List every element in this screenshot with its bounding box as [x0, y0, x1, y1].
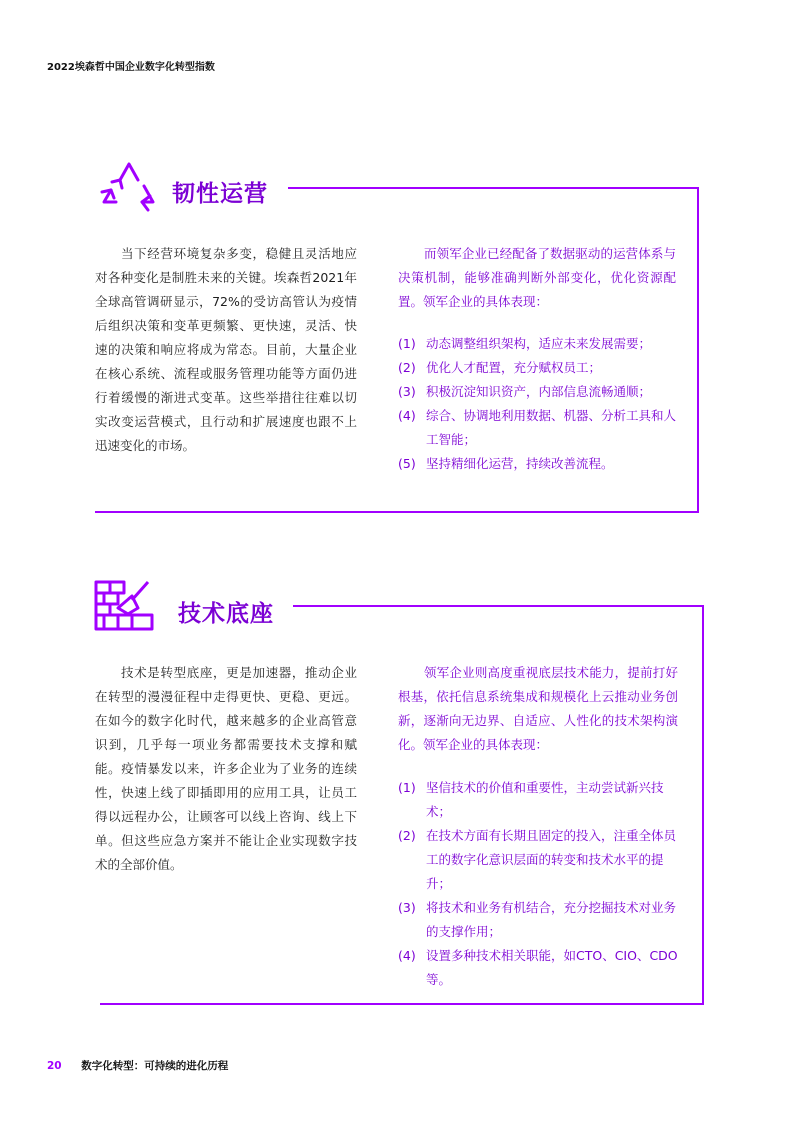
- right-intro: 而领军企业已经配备了数据驱动的运营体系与决策机制，能够准确判断外部变化，优化资源配置。领军企业的具体表现：: [398, 246, 676, 309]
- list-item: (4) 设置多种技术相关职能，如CTO、CIO、CDO等。: [398, 948, 678, 987]
- list-item: (2) 在技术方面有长期且固定的投入，注重全体员工的数字化意识层面的转变和技术水平的提升；: [398, 828, 677, 891]
- leader-list: [398, 332, 680, 476]
- frame-top-line: [288, 187, 698, 189]
- footer-title: 数字化转型：可持续的进化历程: [81, 1060, 229, 1072]
- frame-bottom-line: [100, 1003, 704, 1005]
- frame-bottom-line: [95, 511, 699, 513]
- section-title: 技术底座: [178, 601, 274, 627]
- list-item: (1) 动态调整组织架构，适应未来发展需要；: [398, 336, 652, 351]
- section-title: 韧性运营: [172, 181, 268, 207]
- page-number: 20: [47, 1060, 62, 1072]
- list-item: (2) 优化人才配置，充分赋权员工；: [398, 360, 602, 375]
- right-intro: 领军企业则高度重视底层技术能力，提前打好根基，依托信息系统集成和规模化上云推动业务创新，逐渐向无边界、自适应、人性化的技术架构演化。领军企业的具体表现：: [398, 665, 678, 752]
- frame-right-line: [697, 187, 699, 513]
- list-item: (5) 坚持精细化运营，持续改善流程。: [398, 456, 614, 471]
- brick-wall-trowel-icon: [94, 578, 156, 634]
- frame-top-line: [293, 605, 704, 607]
- list-item: (3) 将技术和业务有机结合，充分挖掘技术对业务的支撑作用；: [398, 900, 677, 939]
- list-item: (3) 积极沉淀知识资产，内部信息流畅通顺；: [398, 384, 652, 399]
- page-footer: [47, 1058, 228, 1073]
- left-paragraph: 技术是转型底座，更是加速器，推动企业在转型的漫漫征程中走得更快、更稳、更远。在如今的数字化时代，越来越多的企业高管意识到，几乎每一项业务都需要技术支撑和赋能。疫情暴发以来，许多企业为了业务的连续性，快速上线了即插即用的应用工具，让员工得以远程办公，让顾客可以线上咨询、线上下单。但这些应急方案并不能让企业实现数字技术的全部价值。: [95, 665, 357, 872]
- frame-right-line: [702, 605, 704, 1005]
- running-head: 2022埃森哲中国企业数字化转型指数: [47, 62, 215, 73]
- list-item: (1) 坚信技术的价值和重要性，主动尝试新兴技术；: [398, 780, 664, 819]
- recycle-arrows-icon: [98, 158, 160, 216]
- leader-list: [398, 776, 682, 992]
- left-paragraph: 当下经营环境复杂多变，稳健且灵活地应对各种变化是制胜未来的关键。埃森哲2021年全球高管调研显示，72%的受访高管认为疫情后组织决策和变革更频繁、更快速，灵活、快速的决策和响应将成为常态。目前，大量企业在核心系统、流程或服务管理功能等方面仍进行着缓慢的渐进式变革。这些举措往往难以切实改变运营模式，且行动和扩展速度也跟不上迅速变化的市场。: [95, 246, 357, 453]
- list-item: (4) 综合、协调地利用数据、机器、分析工具和人工智能；: [398, 408, 677, 447]
